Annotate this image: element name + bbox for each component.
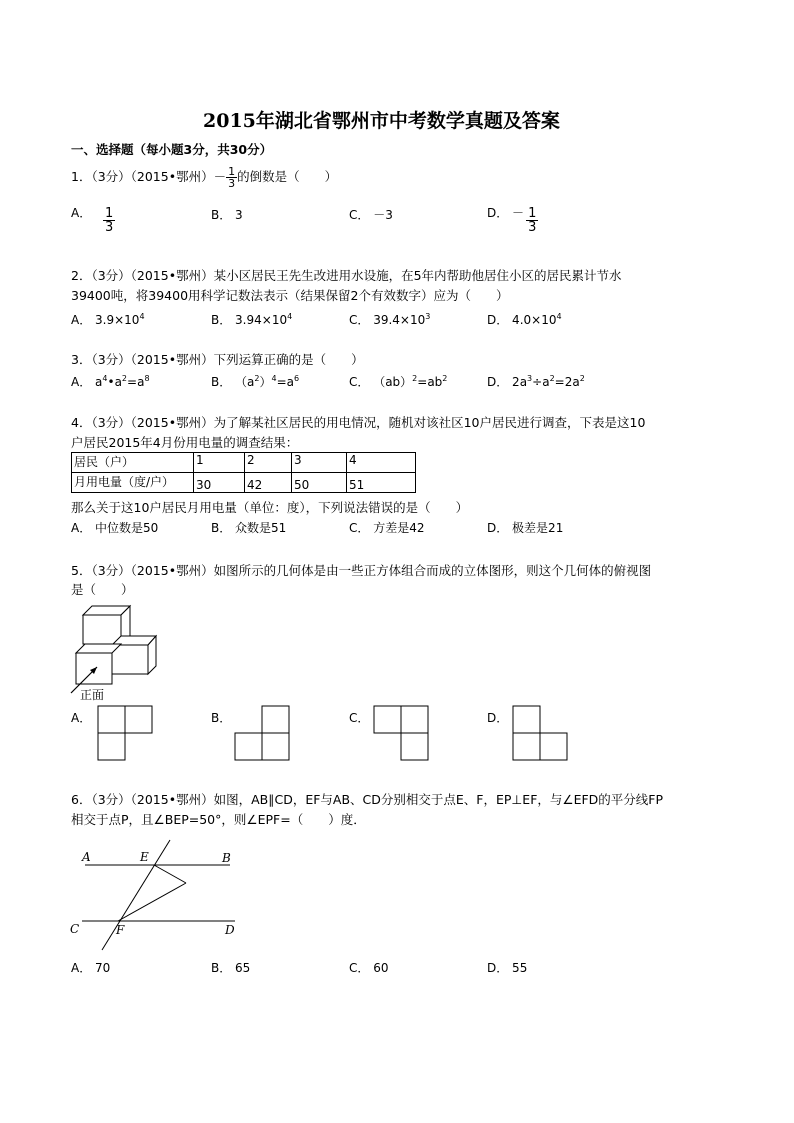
q3-d-part3: =2a <box>554 375 580 389</box>
q5-option-b[interactable]: B． <box>211 711 232 725</box>
q3-b-exp3: 6 <box>294 374 300 383</box>
q5-option-c[interactable]: C． <box>349 711 370 725</box>
q4-line-1: 4．（3分）（2015•鄂州）为了解某社区居民的用电情况，随机对该社区10户居民进行调查，下表是这10 <box>71 415 646 430</box>
q5-option-d[interactable]: D． <box>487 711 509 725</box>
q2-c-exp: 3 <box>425 312 431 321</box>
label-b: B <box>222 851 231 865</box>
q1-d-num: 1 <box>528 206 537 221</box>
q3-a-exp2: 2 <box>121 374 128 383</box>
q6-option-d[interactable]: D． 55 <box>487 961 528 975</box>
table-row <box>72 473 416 493</box>
q4-data-table <box>71 452 416 493</box>
segment-ep <box>154 865 186 883</box>
q1-a-label: A． <box>71 206 92 220</box>
q6-line-2: 相交于点P，且∠BEP=50°，则∠EPF=（ ）度． <box>71 812 366 827</box>
q3-a-exp3: 8 <box>144 374 150 383</box>
table-cell: 月用电量（度/户） <box>72 473 194 493</box>
q3-b-part1: B． （a <box>211 375 255 389</box>
q5-option-b-figure <box>235 706 291 762</box>
q3-a-part2: •a <box>107 375 122 389</box>
q2-a-exp: 4 <box>139 312 145 321</box>
q2-c-text: C． 39.4×10 <box>349 313 426 327</box>
q3-c-part2: =ab <box>417 375 443 389</box>
q3-d-exp3: 2 <box>579 374 585 383</box>
table-cell: 50 <box>292 473 347 493</box>
q1-frac-num: 1 <box>228 165 236 178</box>
q3-c-part1: C． （ab） <box>349 375 413 389</box>
q1-a-den: 3 <box>105 220 114 235</box>
q6-line-1: 6．（3分）（2015•鄂州）如图，AB∥CD，EF与AB、CD分别相交于点E、F，EP⊥EF，与∠EFD的平分线FP <box>71 792 664 807</box>
q2-d-exp: 4 <box>556 312 562 321</box>
table-cell: 4 <box>347 453 416 473</box>
line-ef <box>102 840 170 950</box>
page-title: 2015年湖北省鄂州市中考数学真题及答案 <box>203 110 560 132</box>
section-heading: 一、选择题（每小题3分，共30分） <box>71 142 273 157</box>
q1-frac-den: 3 <box>228 177 236 190</box>
label-d: D <box>225 923 235 937</box>
segment-fp <box>118 883 186 921</box>
q6-option-c[interactable]: C． 60 <box>349 961 389 975</box>
q4-option-a[interactable]: A． 中位数是50 <box>71 521 159 535</box>
q2-line-2: 39400吨，将39400用科学记数法表示（结果保留2个有效数字）应为（ ） <box>71 288 509 303</box>
q3-d-exp2: 2 <box>549 374 555 383</box>
q3-b-exp1: 2 <box>254 374 260 383</box>
q1-a-fraction <box>103 207 115 234</box>
q3-a-exp1: 4 <box>102 374 108 383</box>
question-1-stem <box>71 166 337 189</box>
q1-fraction <box>226 166 237 189</box>
label-f: F <box>116 923 125 937</box>
q2-b-exp: 4 <box>287 312 293 321</box>
q5-option-a-figure <box>98 706 154 762</box>
q4-option-c[interactable]: C． 方差是42 <box>349 521 425 535</box>
q5-cube-figure <box>66 600 166 700</box>
table-cell: 2 <box>245 453 292 473</box>
q2-option-d[interactable] <box>487 311 562 328</box>
q3-option-c[interactable] <box>349 373 447 390</box>
q3-option-b[interactable] <box>211 373 299 390</box>
q2-option-b[interactable] <box>211 311 292 328</box>
q3-a-part3: =a <box>127 375 145 389</box>
q2-b-text: B． 3.94×10 <box>211 313 288 327</box>
q1-option-d[interactable] <box>487 204 538 234</box>
q3-d-exp1: 3 <box>527 374 533 383</box>
label-e: E <box>140 850 149 864</box>
q6-option-b[interactable]: B． 65 <box>211 961 251 975</box>
q3-c-exp2: 2 <box>442 374 448 383</box>
q1-d-den: 3 <box>528 220 537 235</box>
q4-line-3: 那么关于这10户居民月用电量（单位：度），下列说法错误的是（ ） <box>71 500 469 515</box>
table-cell: 42 <box>245 473 292 493</box>
label-a: A <box>82 850 91 864</box>
table-cell: 51 <box>347 473 416 493</box>
q4-option-b[interactable]: B． 众数是51 <box>211 521 287 535</box>
q1-option-c[interactable]: C． －3 <box>349 208 393 222</box>
q3-a-part1: A． a <box>71 375 103 389</box>
q5-line-2: 是（ ） <box>71 582 134 597</box>
q1-d-label: D． － <box>487 206 525 220</box>
q3-b-exp2: 4 <box>271 374 277 383</box>
q4-line-2: 户居民2015年4月份用电量的调查结果： <box>71 435 299 450</box>
q2-option-c[interactable] <box>349 311 430 328</box>
table-cell: 1 <box>194 453 245 473</box>
q2-d-text: D． 4.0×10 <box>487 313 557 327</box>
table-cell: 3 <box>292 453 347 473</box>
q5-line-1: 5．（3分）（2015•鄂州）如图所示的几何体是由一些正方体组合而成的立体图形，则这个几何体的俯视图 <box>71 563 652 578</box>
table-cell: 居民（户） <box>72 453 194 473</box>
q2-line-1: 2．（3分）（2015•鄂州）某小区居民王先生改进用水设施，在5年内帮助他居住小区的居民累计节水 <box>71 268 622 283</box>
q1-d-fraction <box>526 207 538 234</box>
label-c: C <box>70 922 80 936</box>
q1-stem-pre: 1．（3分）（2015•鄂州）－ <box>71 169 227 184</box>
q6-geometry-figure <box>70 835 250 955</box>
q5-option-a[interactable]: A． <box>71 711 92 725</box>
q3-d-part1: D． 2a <box>487 375 528 389</box>
q5-option-c-figure <box>374 706 430 762</box>
q5-front-label: 正面 <box>80 688 105 702</box>
q1-option-a[interactable] <box>71 204 115 234</box>
q3-c-exp1: 2 <box>412 374 418 383</box>
table-row <box>72 453 416 473</box>
q3-b-part2: ） <box>259 375 272 389</box>
q4-option-d[interactable]: D． 极差是21 <box>487 521 564 535</box>
q3-b-part3: =a <box>276 375 295 389</box>
table-cell: 30 <box>194 473 245 493</box>
q3-d-part2: ÷a <box>532 375 550 389</box>
q3-option-a[interactable] <box>71 373 150 390</box>
q1-option-b[interactable]: B． 3 <box>211 208 243 222</box>
q3-option-d[interactable] <box>487 373 585 390</box>
q1-stem-post: 的倒数是（ ） <box>237 169 338 184</box>
q1-a-num: 1 <box>105 206 114 221</box>
q6-option-a[interactable]: A． 70 <box>71 961 111 975</box>
q5-option-d-figure <box>513 706 569 762</box>
q2-a-text: A． 3.9×10 <box>71 313 140 327</box>
q3-stem: 3．（3分）（2015•鄂州）下列运算正确的是（ ） <box>71 352 364 367</box>
q2-option-a[interactable] <box>71 311 145 328</box>
